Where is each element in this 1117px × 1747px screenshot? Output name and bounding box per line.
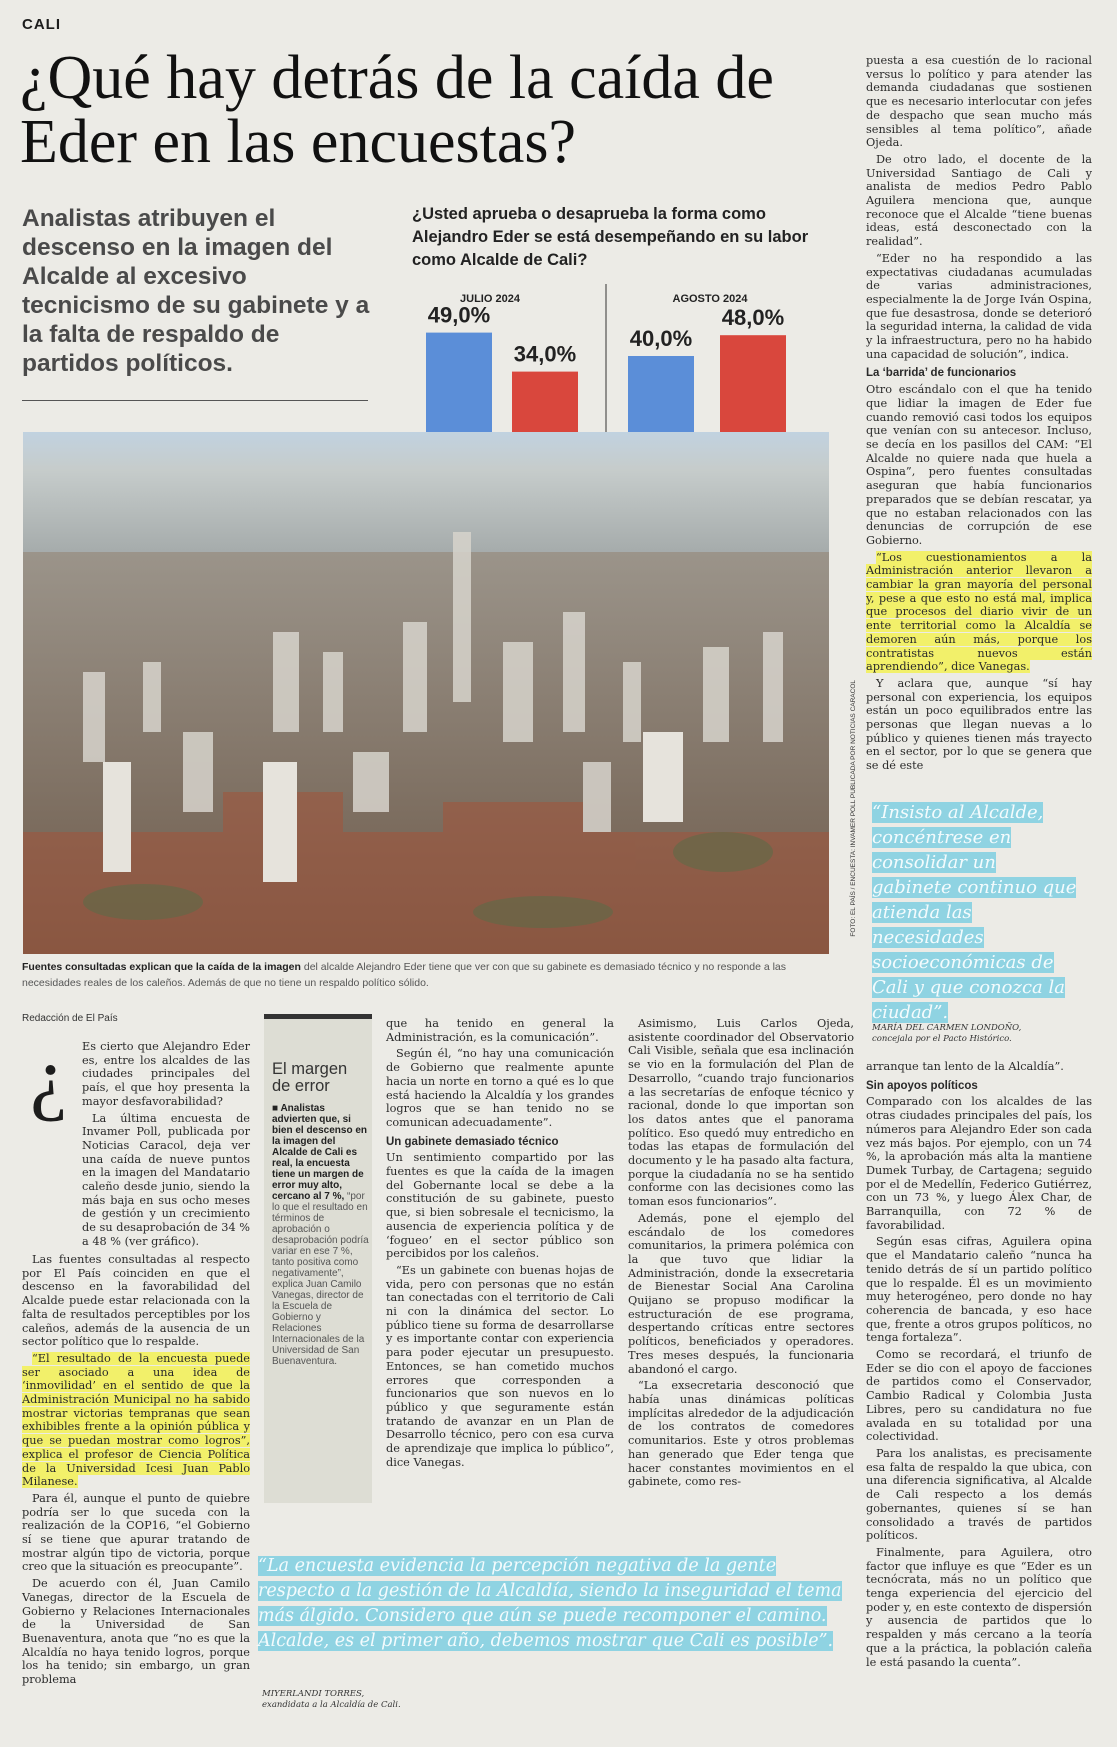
pull-quote-1-attribution — [872, 1023, 1072, 1045]
paragraph: Un sentimiento compartido por las fuentes es que la caída de la imagen del Gobernante local se debe a la constitución de su gabinete, puesto que, si bien sobresale el tecnicismo, la ausencia de experiencia política y de ‘fogueo’ en el sector público son percibidos por los caleños. — [386, 1151, 614, 1261]
pull-quote-2 — [258, 1554, 848, 1654]
period-label-julio: JULIO 2024 — [460, 293, 520, 305]
paragraph: Según esas cifras, Aguilera opina que el Mandatario caleño “nunca ha tenido detrás de sí un partido político que lo respalde. Él es un movimiento muy heterogéneo, pero donde no hay coherencia de bancada, y eso hace que, frente a otros grupos políticos, no tenga fortaleza”. — [866, 1235, 1092, 1345]
paragraph: Además, pone el ejemplo del escándalo de los comedores comunitarios, la primera polémica con la que tuvo que lidiar la Administración, donde la exsecretaria de Bienestar Social Ana Carolina Quijano se propuso modificar la estructuración de ese programa, despertando críticas entre sectores políticos, beneficiados y operadores. Tres meses después, la funcionaria abandonó el cargo. — [628, 1211, 854, 1376]
section-label: CALI — [22, 16, 61, 33]
paragraph: La última encuesta de Invamer Poll, publicada por Noticias Caracol, deja ver una caída de nueve puntos en la imagen del Mandatario caleño desde junio, siendo la más baja en sus ocho meses de gestión y un crecimiento de su desaprobación de 34 % a 48 % (ver gráfico). — [82, 1111, 250, 1248]
sidebox-body — [272, 1103, 370, 1367]
column-5 — [866, 54, 1092, 776]
column-4 — [628, 1017, 854, 1492]
paragraph: Las fuentes consultadas al respecto por El País coinciden en que el descenso en la favorabilidad del Alcalde puede estar relacionada con la falta de resultados perceptibles por los caleños, además de la ausencia de un sector político que lo respalde. — [22, 1253, 250, 1349]
paragraph: “La exsecretaria desconoció que había unas dinámicas políticas implícitas alrededor de la adjudicación de los contratos de comedores comunitarios. Este y otros problemas han generado que Eder tenga que hacer constantes movimientos en el gabinete, como res- — [628, 1379, 854, 1489]
paragraph: arranque tan lento de la Alcaldía”. — [866, 1060, 1064, 1073]
drop-cap: ¿ — [30, 1030, 68, 1123]
subhead-rule — [22, 400, 368, 401]
caption-text: del alcalde Alejandro Eder tiene que ver con que su gabinete es demasiado técnico y no responde a las necesidades reales de los caleños. Además de que no tiene un respaldo político sólido. — [22, 961, 787, 989]
sidebox-text: “por lo que el resultado en términos de aprobación o desaprobación podría variar en ese 7 %, tanto positiva como negativamente”, explica Juan Camilo Vanegas, director de la Escuela de Gobierno y Relaciones Internacionales de la Universidad de San Buenaventura. — [272, 1191, 369, 1367]
value-label: 48,0% — [721, 305, 785, 331]
pull-quote-1 — [872, 800, 1077, 1025]
city-photo — [23, 432, 829, 954]
subhead: Analistas atribuyen el descenso en la imagen del Alcalde al excesivo tecnicismo de su gabinete y a la falta de respaldo de partidos políticos. — [22, 205, 370, 377]
paragraph: “Eder no ha respondido a las expectativas ciudadanas acumuladas de varias administraciones, especialmente la de Jorge Iván Ospina, que fue desastrosa, donde se deterioró la seguridad interna, la calidad de vida y la infraestructura, pero no ha habido una capacidad de solución”, indica. — [866, 251, 1092, 361]
paragraph: Como se recordará, el triunfo de Eder se dio con el apoyo de facciones de partidos como el Conservador, Cambio Radical y Colombia Justa Libres, pero su candidatura no fue avalada en su totalidad por una colectividad. — [866, 1348, 1092, 1444]
column-5-bottom — [866, 1060, 1092, 1672]
photo-credit: FOTO: EL PAÍS / ENCUESTA: INVAMER POLL PUBLICADA POR NOTICIAS CARACOL — [850, 680, 857, 937]
sidebox-lead: ■ Analistas advierten que, si bien el descenso en la imagen del Alcalde de Cali es real, la encuesta tiene un margen de error muy alto, cercano al 7 %, — [272, 1103, 368, 1202]
paragraph: Y aclara que, aunque “sí hay personal con experiencia, los equipos están un poco equilibrados entre las personas que llegan nuevas a lo público y quienes tienen más trayecto en el sector, por lo que se genera que se dé este — [866, 676, 1092, 773]
city-skyline-image — [23, 432, 829, 954]
quote-role: exandidata a la Alcaldía de Cali. — [262, 1700, 401, 1710]
value-label: 49,0% — [427, 302, 491, 328]
margin-of-error-box — [264, 1014, 372, 1503]
highlighted-quote: “El resultado de la encuesta puede ser asociado a una idea de ‘inmovilidad’ en el sentido de que la Administración Municipal no ha sabido mostrar victorias tempranas que sean exhibibles frente a la opinión pública y que se puedan mostrar como logros”, explica el profesor de Ciencia Política de la Universidad Icesi Juan Pablo Milanese. — [22, 1351, 250, 1489]
pull-quote-2-attribution — [262, 1689, 562, 1711]
paragraph: Es cierto que Alejandro Eder es, entre los alcaldes de las ciudades principales del país, el que hoy presenta la mayor desfavorabilidad? — [82, 1040, 250, 1108]
quote-author: MIYERLANDI TORRES, — [262, 1689, 365, 1699]
subheading: Sin apoyos políticos — [866, 1079, 978, 1092]
paragraph: “Es un gabinete con buenas hojas de vida, pero con personas que no están tan conectadas con el territorio de Cali ni con la dinámica del sector. Lo público tiene su forma de desarrollarse y es importante contar con experiencia para poder ejecutar un presupuesto. Entonces, se han cometido muchos errores que corresponden a funcionarios que son nuevos en lo público y que seguramente están tratando de avanzar en un Plan de Desarrollo técnico, pero con esa curva de aprendizaje que implica lo público”, dice Vanegas. — [386, 1263, 614, 1469]
paragraph: Comparado con los alcaldes de las otras ciudades principales del país, los números para Alejandro Eder son cada vez más bajos. Por ejemplo, con un 74 %, la aprobación más alta la mantiene Dumek Turbay, de Cartagena; seguido por el de Medellín, Federico Gutiérrez, con un 73 %, y luego Álex Char, de Barranquilla, con 72 % de favorabilidad. — [866, 1095, 1092, 1232]
column-1-top — [82, 1040, 250, 1252]
paragraph: que ha tenido en general la Administración, es la comunicación”. — [386, 1017, 614, 1044]
paragraph: Asimismo, Luis Carlos Ojeda, asistente coordinador del Observatorio Cali Visible, señala que esa inclinación se vio en la formulación del Plan de Desarrollo, “cuando trajo funcionarios a las secretarías de enfoque técnico y racional, donde lo que importan son los datos antes que el panorama político. Eso quedó muy entredicho en todas las etapas de formulación del documento y le ha pasado alta factura, porque la ciudadanía no se ha sentido conforme con las decisiones como las toman esos funcionarios”. — [628, 1017, 854, 1209]
paragraph: Finalmente, para Aguilera, otro factor que influye es que “Eder es un tecnócrata, más no un político que tenga experiencia del ejercicio del poder y, en este contexto de dispersión y ausencia de partidos que lo respalden y más cercano a la teoría que a la práctica, la población caleña le está pasando la cuenta”. — [866, 1545, 1092, 1669]
paragraph: puesta a esa cuestión de lo racional versus lo político y para atender las demanda ciudadanas que sostienen que es necesario interlocutar con jefes de despacho que sean mucho más sensibles al tema político”, añade Ojeda. — [866, 54, 1092, 150]
paragraph: Según él, “no hay una comunicación de Gobierno que realmente apunte hacia un norte en torno a qué es lo que está haciendo la Alcaldía y los grandes logros que se han tenido no se comunican adecuadamente”. — [386, 1047, 614, 1129]
period-label-agosto: AGOSTO 2024 — [672, 293, 748, 305]
chart-title: ¿Usted aprueba o desaprueba la forma como Alejandro Eder se está desempeñando en su labor como Alcalde de Cali? — [412, 205, 809, 269]
quote-role: concejala por el Pacto Histórico. — [872, 1034, 1012, 1044]
value-label: 34,0% — [513, 341, 577, 367]
subheading: La ‘barrida’ de funcionarios — [866, 367, 1017, 380]
paragraph: Para él, aunque el punto de quiebre podría ser lo que suceda con la realización de la COP16, “el Gobierno sí se tiene que apurar tratando de mostrar algún tipo de victoria, porque creo que la situación es preocupante”. — [22, 1491, 250, 1574]
value-label: 40,0% — [629, 326, 693, 351]
column-3 — [386, 1017, 614, 1473]
quote-author: MARÍA DEL CARMEN LONDOÑO, — [872, 1023, 1022, 1033]
headline: ¿Qué hay detrás de la caída de Eder en las encuestas? — [20, 44, 774, 176]
paragraph: Para los analistas, es precisamente esa falta de respaldo la que ubica, con una diferencia significativa, al Alcalde de Cali respecto a los demás gobernantes, quienes sí se han consolidado a través de partidos políticos. — [866, 1446, 1092, 1543]
paragraph: De acuerdo con él, Juan Camilo Vanegas, director de la Escuela de Gobierno y Relaciones Internacionales de la Universidad de San Buenaventura, anota que “no es que la Alcaldía no haya tenido logros, porque los ha tenido; sin embargo, un gran problema — [22, 1577, 250, 1687]
photo-caption — [22, 959, 832, 991]
byline: Redacción de El País — [22, 1013, 118, 1024]
sidebox-title: El margen de error — [272, 1060, 348, 1095]
subheading: Un gabinete demasiado técnico — [386, 1135, 559, 1148]
pull-quote-2-text: “La encuesta evidencia la percepción negativa de la gente respecto a la gestión de la Alcaldía, siendo la inseguridad el tema más álgido. Considero que aún se puede recomponer el camino. Alcalde, es el primer año, debemos mostrar que Cali es posible”. — [258, 1556, 842, 1651]
highlighted-quote: “Los cuestionamientos a la Administración anterior llevaron a cambiar la gran mayoría del personal y, pese a que esto no está mal, implica que procesos del diario vivir de un ente territorial como la Alcaldía se demoren aún más, porque los contratistas nuevos están aprendiendo”, dice Vanegas. — [866, 550, 1092, 674]
caption-lead: Fuentes consultadas explican que la caída de la imagen — [22, 961, 301, 973]
pull-quote-1-text: “Insisto al Alcalde, concéntrese en consolidar un gabinete continuo que atienda las necesidades socioeconómicas de Cali y que conozca la ciudad”. — [872, 802, 1077, 1023]
column-1 — [22, 1253, 250, 1690]
paragraph: De otro lado, el docente de la Universidad Santiago de Cali y analista de medios Pedro Pablo Aguilera menciona que, aunque reconoce que el Alcalde “tiene buenas ideas, está desconectado con la realidad”. — [866, 152, 1092, 249]
paragraph: Otro escándalo con el que ha tenido que lidiar la imagen de Eder fue cuando removió casi todos los equipos que venían con su antecesor. Incluso, se decía en los pasillos del CAM: “El Alcalde no quiere nada que huela a Ospina”, pero fuentes consultadas aseguran que había funcionarios preparados que se debían rescatar, ya que no estaban relacionados con las denuncias de corrupción de ese Gobierno. — [866, 383, 1092, 547]
